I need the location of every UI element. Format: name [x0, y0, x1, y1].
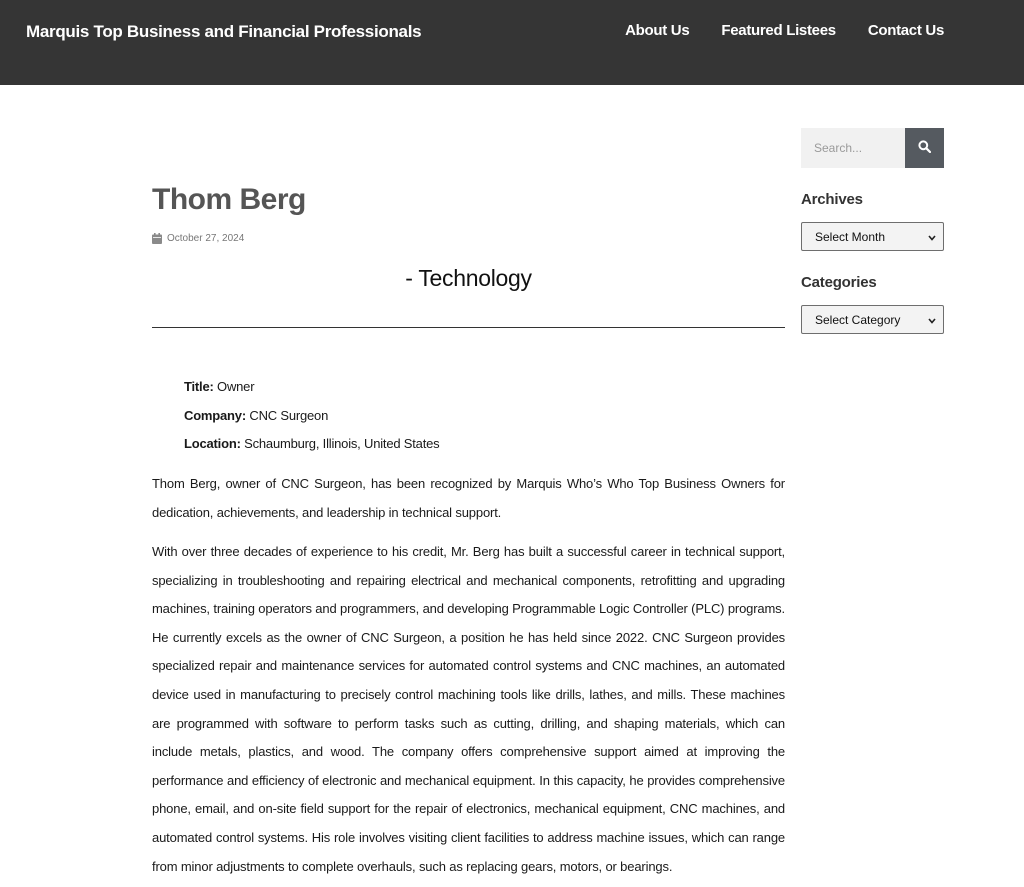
- site-title-link[interactable]: Marquis Top Business and Financial Professionals: [26, 22, 422, 41]
- categories-title: Categories: [801, 274, 877, 291]
- post-date-text: October 27, 2024: [167, 233, 245, 244]
- category-heading: - Technology: [405, 265, 532, 291]
- nav-contact-us[interactable]: Contact Us: [867, 22, 944, 39]
- detail-value: CNC Surgeon: [249, 407, 329, 423]
- detail-label: Title:: [184, 379, 214, 394]
- detail-company: [184, 402, 439, 431]
- detail-value: Schaumburg, Illinois, United States: [244, 436, 440, 451]
- divider: [152, 327, 785, 328]
- search-form: [801, 128, 944, 168]
- main-nav: [625, 22, 944, 39]
- search-icon: [918, 140, 931, 156]
- listee-details: [184, 373, 439, 459]
- detail-value: Owner: [217, 379, 255, 394]
- nav-about-us[interactable]: About Us: [625, 22, 690, 39]
- detail-title: [184, 373, 439, 402]
- search-button[interactable]: [905, 128, 944, 168]
- nav-featured-listees[interactable]: Featured Listees: [721, 22, 836, 39]
- bio-paragraph: Thom Berg, owner of CNC Surgeon, has been recognized by Marquis Who’s Who Top Business Owners for dedication, achievements, and leadership in technical support.: [152, 476, 785, 520]
- archives-title: Archives: [801, 191, 863, 208]
- categories-select-value: Select Category: [815, 312, 901, 327]
- archives-select[interactable]: [801, 222, 944, 251]
- bio-paragraph: With over three decades of experience to his credit, Mr. Berg has built a successful career in technical support, specializing in troubleshooting and repairing electrical and mechanical components, retrofitting and upgrading machines, training operators and programmers, and developing Programmable Logic Controller (PLC) programs. He currently excels as the owner of CNC Surgeon, a position he has held since 2022. CNC Surgeon provides specialized repair and maintenance services for automated control systems and CNC machines, an automated device used in manufacturing to precisely control machining tools like drills, lathes, and mills. These machines are programmed with software to perform tasks such as cutting, drilling, and shaping materials, which can include metals, plastics, and wood. The company offers comprehensive support aimed at improving the performance and efficiency of electronic and mechanical equipment. In this capacity, he provides comprehensive phone, email, and on-site field support for the repair of electronics, mechanical equipment, CNC machines, and automated control systems. His role involves visiting client facilities to address machine issues, which can range from minor adjustments to complete overhauls, such as replacing gears, motors, or bearings.: [152, 544, 785, 874]
- archives-select-value: Select Month: [815, 229, 886, 244]
- detail-label: Company:: [184, 407, 246, 423]
- post-date: [152, 233, 244, 244]
- detail-location: [184, 430, 439, 459]
- site-header: [0, 0, 1024, 85]
- detail-label: Location:: [184, 436, 241, 451]
- calendar-icon: [152, 233, 162, 244]
- chevron-down-icon: [928, 313, 936, 327]
- post-title: Thom Berg: [152, 183, 306, 216]
- categories-select[interactable]: [801, 305, 944, 334]
- sidebar: [801, 128, 944, 327]
- search-input[interactable]: [801, 128, 905, 168]
- chevron-down-icon: [928, 230, 936, 244]
